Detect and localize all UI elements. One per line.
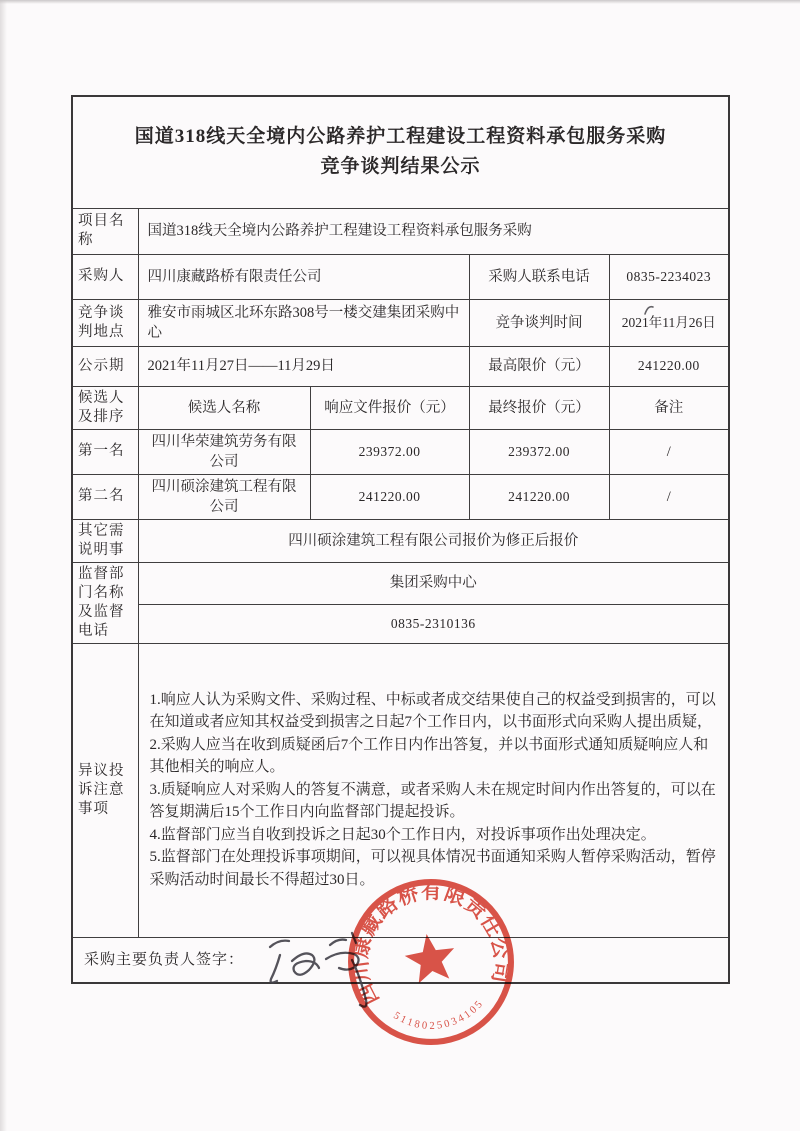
candidate-2-final-price: 241220.00 xyxy=(469,474,609,519)
candidate-1-final-price: 239372.00 xyxy=(469,429,609,474)
candidate-2-remark: / xyxy=(609,474,729,519)
negotiation-time-label: 竞争谈判时间 xyxy=(469,299,609,346)
title-line-1: 国道318线天全境内公路养护工程建设工程资料承包服务采购 xyxy=(134,126,667,148)
candidate-1-remark: / xyxy=(609,429,729,474)
venue-value: 雅安市雨城区北环东路308号一楼交建集团采购中心 xyxy=(138,299,469,346)
max-price-value: 241220.00 xyxy=(609,346,729,386)
notice-item-5: 5.监督部门在处理投诉事项期间，可以视具体情况书面通知采购人暂停采购活动，暂停采购活动时间最长不得超过30日。 xyxy=(149,849,716,888)
signature-row-label: 采购主要负责人签字： xyxy=(72,937,729,983)
company-seal xyxy=(333,864,530,1061)
supervisor-phone: 0835-2310136 xyxy=(138,605,729,643)
supervisor-name: 集团采购中心 xyxy=(138,562,729,605)
objection-notice-label: 异议投诉注意事项 xyxy=(72,643,138,937)
candidate-1-doc-price: 239372.00 xyxy=(310,429,469,474)
remark-header: 备注 xyxy=(609,386,729,429)
project-name-label: 项目名称 xyxy=(72,208,138,254)
venue-label: 竞争谈判地点 xyxy=(72,299,138,346)
max-price-label: 最高限价（元） xyxy=(469,346,609,386)
title-line-2: 竞争谈判结果公示 xyxy=(320,156,481,178)
candidate-name-header: 候选人名称 xyxy=(138,386,310,429)
buyer-value: 四川康藏路桥有限责任公司 xyxy=(138,254,469,299)
seal-company-name: 四川康藏路桥有限责任公司 xyxy=(349,881,513,1009)
publicity-period-label: 公示期 xyxy=(72,346,138,386)
project-name-value: 国道318线天全境内公路养护工程建设工程资料承包服务采购 xyxy=(138,208,729,254)
scan-edge-artifact-top xyxy=(0,0,800,4)
candidate-2-rank: 第二名 xyxy=(72,474,138,519)
table-row-candidate-2 xyxy=(72,474,729,519)
announcement-table xyxy=(71,95,730,984)
candidates-rank-header: 候选人及排序 xyxy=(72,386,138,429)
table-row-candidate-1 xyxy=(72,429,729,474)
buyer-phone-value: 0835-2234023 xyxy=(609,254,729,299)
handwritten-tick-mark xyxy=(641,301,657,317)
supervisor-label: 监督部门名称及监督电话 xyxy=(72,562,138,643)
buyer-phone-label: 采购人联系电话 xyxy=(469,254,609,299)
notice-item-2: 2.采购人应当在收到质疑函后7个工作日内作出答复，并以书面形式通知质疑响应人和其他相关的响应人。 xyxy=(149,736,709,776)
other-notes-value: 四川硕涂建筑工程有限公司报价为修正后报价 xyxy=(138,519,729,562)
candidate-1-rank: 第一名 xyxy=(72,429,138,474)
scan-edge-artifact-left xyxy=(0,0,7,1131)
other-notes-label: 其它需说明事 xyxy=(72,519,138,562)
candidate-2-name: 四川硕涂建筑工程有限公司 xyxy=(138,474,310,519)
buyer-label: 采购人 xyxy=(72,254,138,299)
notice-item-1: 1.响应人认为采购文件、采购过程、中标或者成交结果使自己的权益受到损害的，可以在知道或者应知其权益受到损害之日起7个工作日内，以书面形式向采购人提出质疑， xyxy=(149,691,716,731)
publicity-period-value: 2021年11月27日——11月29日 xyxy=(138,346,469,386)
seal-registration-number: 5118025034105 xyxy=(391,997,487,1032)
notice-item-4: 4.监督部门应当自收到投诉之日起30个工作日内，对投诉事项作出处理决定。 xyxy=(149,826,656,843)
notice-item-3: 3.质疑响应人对采购人的答复不满意，或者采购人未在规定时间内作出答复的，可以在答复期满后15个工作日内向监督部门提起投诉。 xyxy=(149,781,716,821)
candidate-2-doc-price: 241220.00 xyxy=(310,474,469,519)
candidate-1-name: 四川华荣建筑劳务有限公司 xyxy=(138,429,310,474)
seal-star-icon xyxy=(402,930,459,985)
doc-price-header: 响应文件报价（元） xyxy=(310,386,469,429)
negotiation-time-value: 2021年11月26日 xyxy=(609,299,729,346)
final-price-header: 最终报价（元） xyxy=(469,386,609,429)
document-title xyxy=(72,96,729,208)
